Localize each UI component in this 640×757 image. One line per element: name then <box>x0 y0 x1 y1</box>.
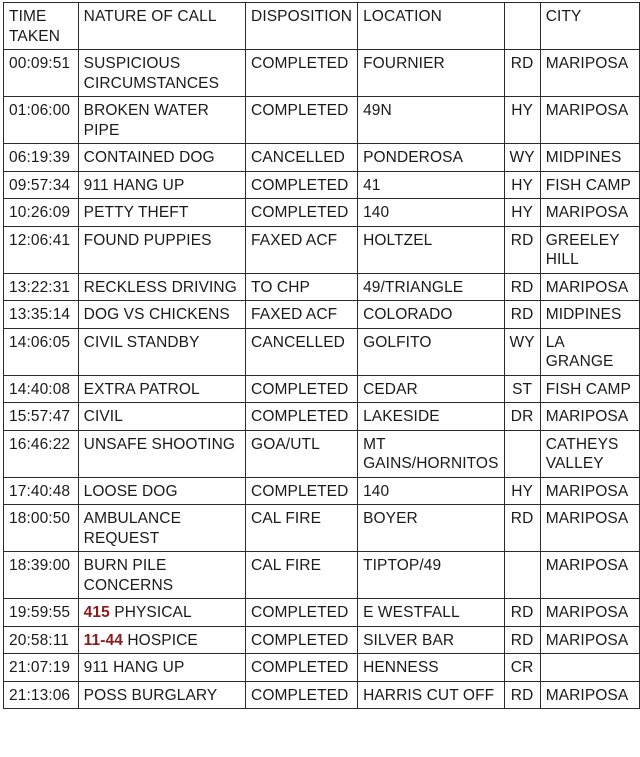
cell-disposition: COMPLETED <box>246 403 358 431</box>
header-location: LOCATION <box>358 3 504 50</box>
cell-suffix: WY <box>504 328 540 375</box>
cell-location: GOLFITO <box>358 328 504 375</box>
cell-suffix: CR <box>504 654 540 682</box>
cell-suffix: HY <box>504 477 540 505</box>
cell-suffix: RD <box>504 226 540 273</box>
cell-location: LAKESIDE <box>358 403 504 431</box>
cell-disposition: COMPLETED <box>246 477 358 505</box>
header-nature: NATURE OF CALL <box>78 3 245 50</box>
cell-time: 09:57:34 <box>4 171 79 199</box>
table-row <box>4 226 640 273</box>
cell-city: MARIPOSA <box>540 50 639 97</box>
cell-city: MIDPINES <box>540 301 639 329</box>
cell-disposition: CANCELLED <box>246 144 358 172</box>
cell-location: CEDAR <box>358 375 504 403</box>
table-row <box>4 505 640 552</box>
cell-nature <box>78 599 245 627</box>
cell-location: 41 <box>358 171 504 199</box>
cell-city: MARIPOSA <box>540 626 639 654</box>
cell-city: MARIPOSA <box>540 273 639 301</box>
cell-city: MARIPOSA <box>540 477 639 505</box>
table-row <box>4 171 640 199</box>
header-city: CITY <box>540 3 639 50</box>
cell-disposition: CANCELLED <box>246 328 358 375</box>
cell-city: MARIPOSA <box>540 681 639 709</box>
nature-text: UNSAFE SHOOTING <box>83 435 236 453</box>
cell-location: MT GAINS/HORNITOS <box>358 430 504 477</box>
cell-city: MARIPOSA <box>540 599 639 627</box>
cell-suffix: RD <box>504 273 540 301</box>
cell-suffix: HY <box>504 199 540 227</box>
nature-text: 911 HANG UP <box>83 176 185 194</box>
cell-city: GREELEY HILL <box>540 226 639 273</box>
cell-city: LA GRANGE <box>540 328 639 375</box>
cell-time: 14:40:08 <box>4 375 79 403</box>
cell-nature <box>78 273 245 301</box>
nature-text: CIVIL <box>83 408 123 425</box>
header-disposition: DISPOSITION <box>246 3 358 50</box>
cell-disposition: COMPLETED <box>246 654 358 682</box>
table-row <box>4 301 640 329</box>
cell-nature <box>78 403 245 431</box>
cell-location: SILVER BAR <box>358 626 504 654</box>
header-row <box>4 3 640 50</box>
cell-location: TIPTOP/49 <box>358 552 504 599</box>
nature-text: PHYSICAL <box>109 604 192 621</box>
table-row <box>4 430 640 477</box>
cell-time: 06:19:39 <box>4 144 79 172</box>
cell-location: 49/TRIANGLE <box>358 273 504 301</box>
cell-time: 14:06:05 <box>4 328 79 375</box>
cell-time: 15:57:47 <box>4 403 79 431</box>
cell-time: 19:59:55 <box>4 599 79 627</box>
cell-suffix <box>504 552 540 599</box>
cell-city: MIDPINES <box>540 144 639 172</box>
nature-text: LOOSE DOG <box>83 482 178 500</box>
cell-city: FISH CAMP <box>540 171 639 199</box>
nature-text: DOG VS CHICKENS <box>83 306 230 323</box>
nature-text: CONTAINED DOG <box>83 149 215 166</box>
cell-disposition: COMPLETED <box>246 171 358 199</box>
table-row <box>4 403 640 431</box>
nature-text: RECKLESS DRIVING <box>83 278 237 296</box>
cell-suffix: DR <box>504 403 540 431</box>
cell-suffix: RD <box>504 599 540 627</box>
cell-disposition: CAL FIRE <box>246 505 358 552</box>
table-row <box>4 375 640 403</box>
cell-city: CATHEYS VALLEY <box>540 430 639 477</box>
cell-disposition: COMPLETED <box>246 599 358 627</box>
call-code: 11-44 <box>83 631 123 649</box>
cell-location: PONDEROSA <box>358 144 504 172</box>
call-log-table <box>3 2 640 709</box>
table-row <box>4 144 640 172</box>
cell-time: 18:39:00 <box>4 552 79 599</box>
cell-nature <box>78 626 245 654</box>
cell-nature <box>78 654 245 682</box>
cell-suffix: RD <box>504 50 540 97</box>
nature-text: 911 HANG UP <box>83 659 185 676</box>
table-row <box>4 50 640 97</box>
nature-text: EXTRA PATROL <box>83 380 200 398</box>
table-row <box>4 97 640 144</box>
cell-nature <box>78 328 245 375</box>
cell-location: HOLTZEL <box>358 226 504 273</box>
cell-disposition: COMPLETED <box>246 97 358 144</box>
cell-location: BOYER <box>358 505 504 552</box>
cell-disposition: CAL FIRE <box>246 552 358 599</box>
cell-suffix: RD <box>504 301 540 329</box>
cell-time: 20:58:11 <box>4 626 79 654</box>
cell-suffix: HY <box>504 97 540 144</box>
cell-nature <box>78 97 245 144</box>
cell-city: MARIPOSA <box>540 552 639 599</box>
nature-text: PETTY THEFT <box>83 204 189 221</box>
table-row <box>4 477 640 505</box>
cell-suffix: WY <box>504 144 540 172</box>
cell-time: 13:22:31 <box>4 273 79 301</box>
cell-location: E WESTFALL <box>358 599 504 627</box>
cell-time: 21:07:19 <box>4 654 79 682</box>
cell-time: 17:40:48 <box>4 477 79 505</box>
cell-nature <box>78 171 245 199</box>
cell-time: 01:06:00 <box>4 97 79 144</box>
cell-time: 10:26:09 <box>4 199 79 227</box>
table-row <box>4 681 640 709</box>
table-row <box>4 626 640 654</box>
cell-suffix: RD <box>504 681 540 709</box>
cell-location: FOURNIER <box>358 50 504 97</box>
cell-disposition: COMPLETED <box>246 626 358 654</box>
cell-nature <box>78 477 245 505</box>
cell-time: 21:13:06 <box>4 681 79 709</box>
nature-text: BROKEN WATER PIPE <box>83 102 209 139</box>
cell-nature <box>78 144 245 172</box>
cell-disposition: COMPLETED <box>246 681 358 709</box>
call-code: 415 <box>83 604 110 621</box>
cell-location: HARRIS CUT OFF <box>358 681 504 709</box>
cell-city <box>540 654 639 682</box>
table-row <box>4 328 640 375</box>
cell-time: 18:00:50 <box>4 505 79 552</box>
cell-city: MARIPOSA <box>540 505 639 552</box>
table-row <box>4 552 640 599</box>
cell-disposition: FAXED ACF <box>246 301 358 329</box>
cell-city: MARIPOSA <box>540 403 639 431</box>
cell-disposition: TO CHP <box>246 273 358 301</box>
cell-nature <box>78 552 245 599</box>
cell-suffix: RD <box>504 626 540 654</box>
header-suffix <box>504 3 540 50</box>
cell-location: HENNESS <box>358 654 504 682</box>
cell-nature <box>78 199 245 227</box>
table-row <box>4 599 640 627</box>
header-time: TIME TAKEN <box>4 3 79 50</box>
cell-nature <box>78 375 245 403</box>
nature-text: CIVIL STANDBY <box>83 333 200 351</box>
cell-city: MARIPOSA <box>540 199 639 227</box>
cell-nature <box>78 226 245 273</box>
cell-disposition: FAXED ACF <box>246 226 358 273</box>
cell-disposition: COMPLETED <box>246 375 358 403</box>
nature-text: POSS BURGLARY <box>83 686 218 704</box>
cell-time: 00:09:51 <box>4 50 79 97</box>
cell-nature <box>78 681 245 709</box>
cell-location: COLORADO <box>358 301 504 329</box>
nature-text: FOUND PUPPIES <box>83 231 212 249</box>
cell-suffix: HY <box>504 171 540 199</box>
cell-time: 13:35:14 <box>4 301 79 329</box>
cell-disposition: COMPLETED <box>246 199 358 227</box>
cell-city: MARIPOSA <box>540 97 639 144</box>
cell-nature <box>78 301 245 329</box>
cell-suffix <box>504 430 540 477</box>
table-row <box>4 273 640 301</box>
cell-location: 49N <box>358 97 504 144</box>
cell-nature <box>78 50 245 97</box>
nature-text: BURN PILE CONCERNS <box>83 557 174 594</box>
cell-disposition: GOA/UTL <box>246 430 358 477</box>
cell-suffix: ST <box>504 375 540 403</box>
nature-text: SUSPICIOUS CIRCUMSTANCES <box>83 55 220 92</box>
cell-location: 140 <box>358 199 504 227</box>
table-row <box>4 654 640 682</box>
table-row <box>4 199 640 227</box>
cell-time: 16:46:22 <box>4 430 79 477</box>
cell-suffix: RD <box>504 505 540 552</box>
cell-time: 12:06:41 <box>4 226 79 273</box>
nature-text: AMBULANCE REQUEST <box>83 510 182 547</box>
cell-location: 140 <box>358 477 504 505</box>
cell-nature <box>78 430 245 477</box>
nature-text: HOSPICE <box>122 631 198 649</box>
cell-nature <box>78 505 245 552</box>
cell-city: FISH CAMP <box>540 375 639 403</box>
cell-disposition: COMPLETED <box>246 50 358 97</box>
